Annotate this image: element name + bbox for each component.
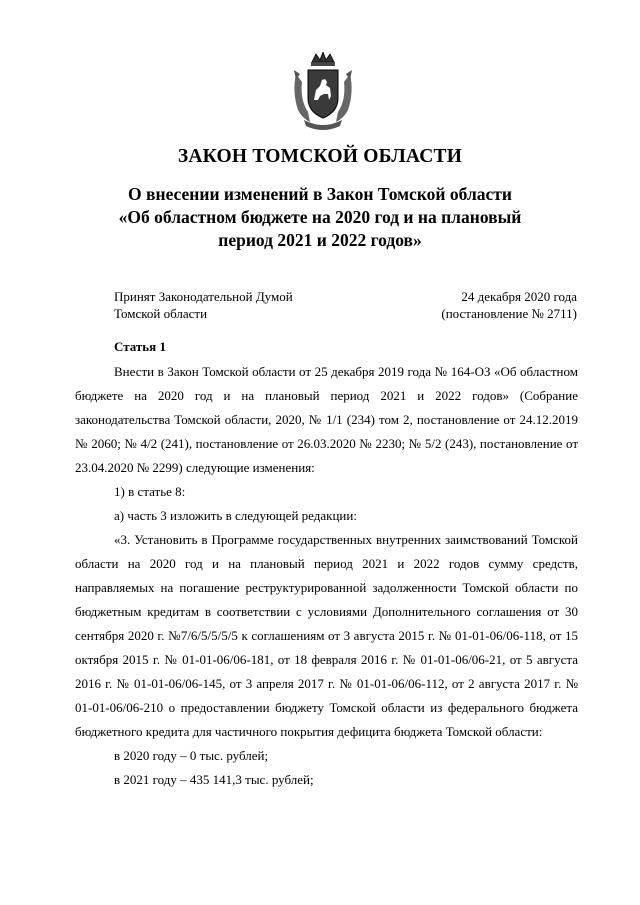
article-heading: Статья 1: [114, 339, 166, 354]
subtitle-line: «Об областном бюджете на 2020 год и на плановый: [118, 207, 522, 227]
adoption-date-line: 24 декабря 2020 года: [461, 289, 577, 304]
article-paragraph: а) часть 3 изложить в следующей редакции:: [114, 508, 357, 523]
adopted-by-line: Томской области: [114, 306, 208, 321]
article-paragraph: Внести в Закон Томской области от 25 декабря 2019 года № 164-ОЗ «Об областном бюджете на 2020 год и на плановый период 2021 и 2022 годов» (Собрание законодательства Томской области, 2020, № 1/1 (234) том 2, постановление от 24.12.2019 № 2060; № 4/2 (241), постановление от 26.03.2020 № 2230; № 5/2 (243), постановление от 23.04.2020 № 2299) следующие изменения:: [75, 364, 578, 475]
resolution-number: (постановление № 2711): [441, 306, 577, 321]
adopted-by: [114, 288, 293, 322]
article-body: [75, 360, 578, 792]
subtitle-line: период 2021 и 2022 годов»: [218, 230, 422, 250]
adopted-by-line: Принят Законодательной Думой: [114, 289, 293, 304]
subtitle-line: О внесении изменений в Закон Томской области: [128, 184, 512, 204]
law-subtitle: [40, 183, 600, 252]
coat-of-arms-icon: [290, 52, 356, 132]
article-paragraph: 1) в статье 8:: [114, 484, 186, 499]
article-paragraph: «3. Установить в Программе государственных внутренних заимствований Томской области на 2020 год и на плановый период 2021 и 2022 годов сумму средств, направляемых на погашение реструктурированной задолженности Томской области по бюджетным кредитам в соответствии с условиями Дополнительного соглашения от 30 сентября 2020 г. №7/6/5/5/5/5 к соглашениям от 3 августа 2015 г. № 01-01-06/06-118, от 15 октября 2015 г. № 01-01-06/06-181, от 18 февраля 2016 г. № 01-01-06/06-21, от 5 августа 2016 г. № 01-01-06/06-145, от 3 апреля 2017 г. № 01-01-06/06-112, от 2 августа 2017 г. № 01-01-06/06-210 о предоставлении бюджету Томской области из федерального бюджета бюджетного кредита для частичного покрытия дефицита бюджета Томской области:: [75, 532, 578, 739]
article-paragraph: в 2020 году – 0 тыс. рублей;: [114, 748, 269, 763]
article-paragraph: в 2021 году – 435 141,3 тыс. рублей;: [114, 772, 314, 787]
adoption-date: [441, 288, 577, 322]
law-title: ЗАКОН ТОМСКОЙ ОБЛАСТИ: [177, 146, 463, 167]
